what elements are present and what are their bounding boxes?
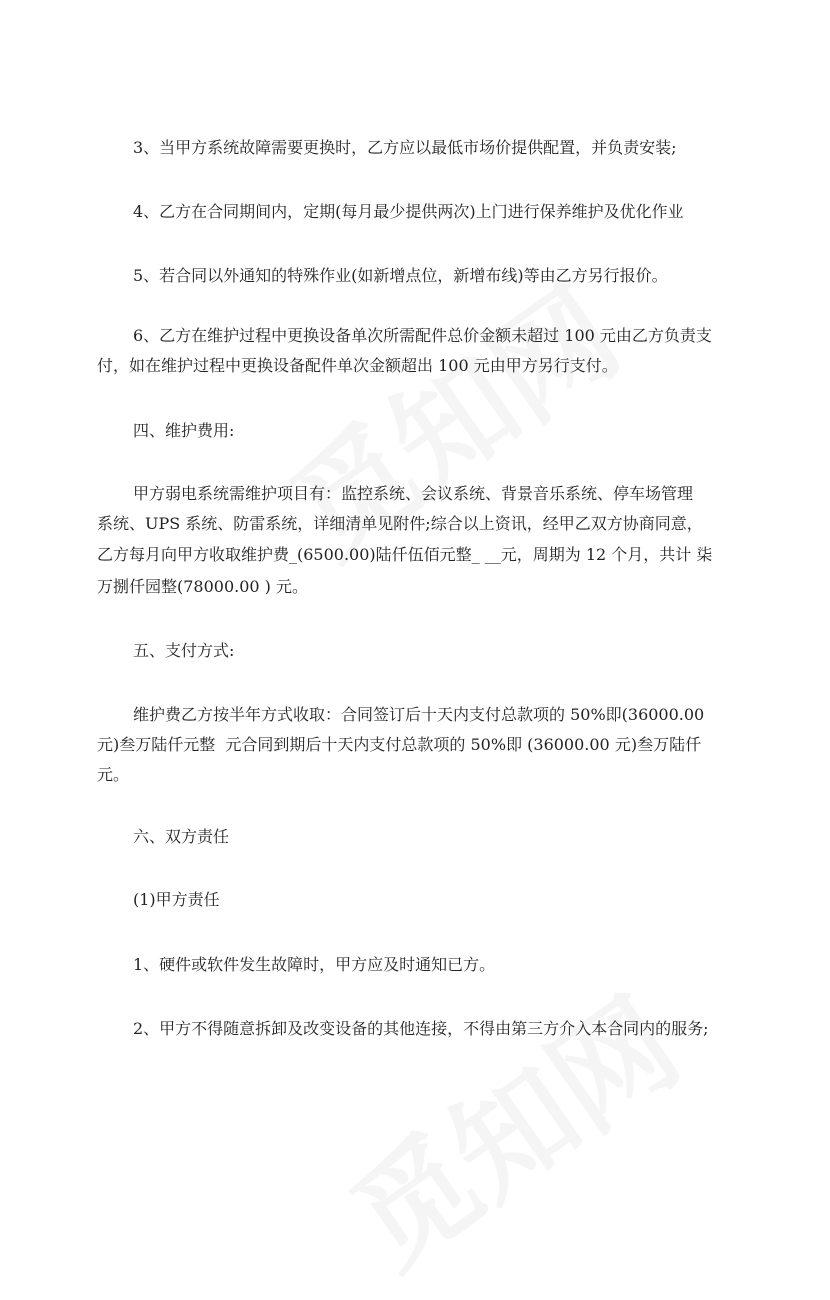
fees-paragraph-line-2: 系统、UPS 系统、防雷系统，详细清单见附件;综合以上资讯，经甲乙双方协商同意， — [97, 514, 703, 533]
watermark — [253, 242, 647, 589]
clause-3: 3、当甲方系统故障需要更换时，乙方应以最低市场价提供配置，并负责安装; — [133, 138, 677, 157]
watermark — [313, 952, 707, 1299]
subsection-party-a: (1)甲方责任 — [133, 890, 220, 909]
section-heading-payment: 五、支付方式: — [133, 641, 235, 660]
section-heading-fees: 四、维护费用: — [133, 421, 235, 440]
section-heading-responsibilities: 六、双方责任 — [133, 827, 230, 846]
fees-paragraph-line-1: 甲方弱电系统需维护项目有：监控系统、会议系统、背景音乐系统、停车场管理 — [133, 484, 694, 503]
payment-paragraph-line-2: 元)叁万陆仟元整 元合同到期后十天内支付总款项的 50%即 (36000.00 元)叁万陆仟 — [97, 735, 702, 754]
clause-6-line-2: 付，如在维护过程中更换设备配件单次金额超出 100 元由甲方另行支付。 — [97, 356, 618, 375]
party-a-item-2: 2、甲方不得随意拆卸及改变设备的其他连接，不得由第三方介入本合同内的服务; — [133, 1019, 709, 1038]
clause-6-line-1: 6、乙方在维护过程中更换设备单次所需配件总价金额未超过 100 元由乙方负责支 — [133, 326, 712, 345]
payment-paragraph-line-3: 元。 — [97, 765, 130, 784]
clause-4: 4、乙方在合同期间内，定期(每月最少提供两次)上门进行保养维护及优化作业 — [133, 202, 684, 221]
party-a-item-1: 1、硬件或软件发生故障时，甲方应及时通知已方。 — [133, 955, 496, 974]
fees-paragraph-line-3: 乙方每月向甲方收取维护费_(6500.00)陆仟伍佰元整_ __元，周期为 12 个月，共计 柒 — [97, 545, 713, 564]
fees-paragraph-line-4: 万捌仟园整(78000.00 ) 元。 — [97, 577, 309, 596]
clause-5: 5、若合同以外通知的特殊作业(如新增点位，新增布线)等由乙方另行报价。 — [133, 266, 668, 285]
payment-paragraph-line-1: 维护费乙方按半年方式收取：合同签订后十天内支付总款项的 50%即(36000.00 — [133, 705, 705, 724]
